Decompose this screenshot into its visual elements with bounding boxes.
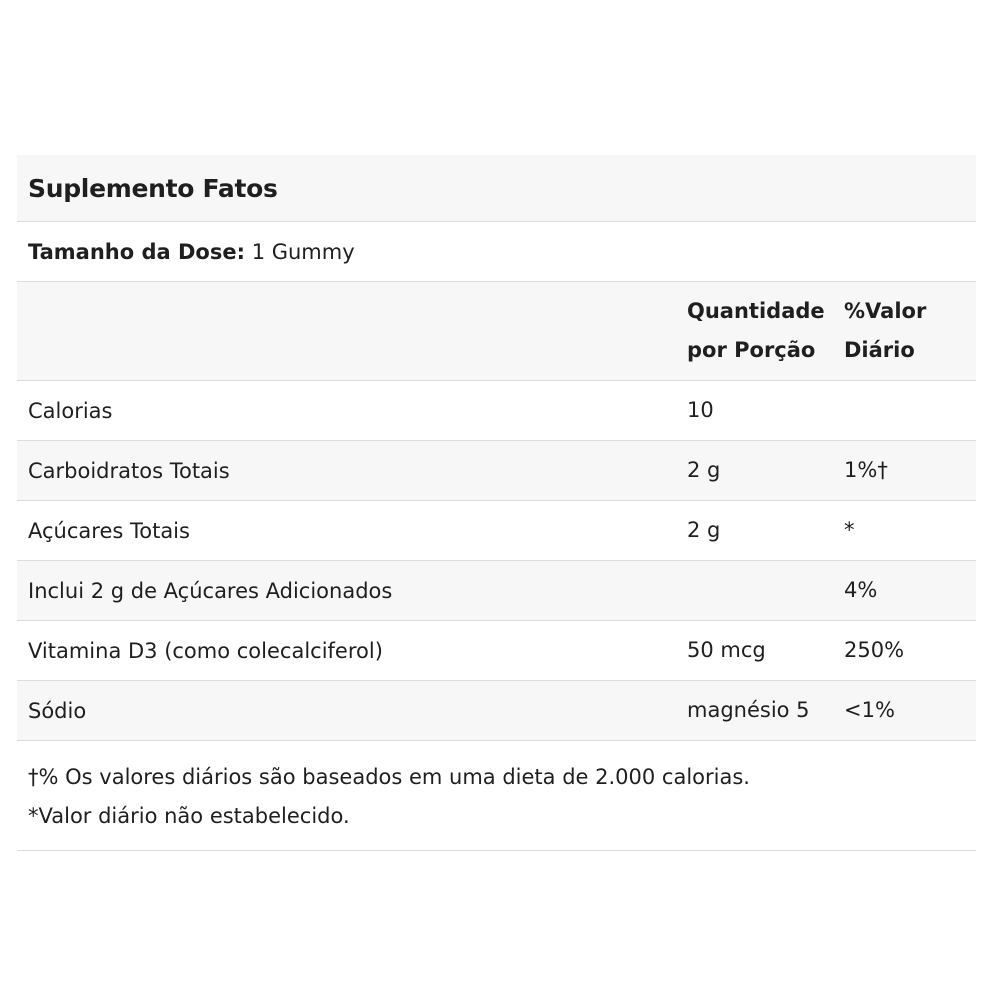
table-row	[17, 621, 976, 681]
nutrient-name: Sódio	[28, 698, 87, 723]
footnotes	[17, 741, 976, 851]
header-daily-value	[833, 292, 976, 370]
table-row	[17, 681, 976, 741]
header-amount-line1: Quantidade	[687, 299, 825, 323]
table-row	[17, 501, 976, 561]
serving-size-row	[17, 222, 976, 282]
nutrient-amount: 10	[687, 398, 714, 422]
nutrient-daily-value: <1%	[844, 698, 895, 722]
table-row	[17, 441, 976, 501]
nutrient-name: Inclui 2 g de Açúcares Adicionados	[28, 578, 393, 603]
nutrient-amount: magnésio 5	[687, 698, 810, 722]
table-row	[17, 561, 976, 621]
table-row	[17, 381, 976, 441]
table-header-row	[17, 282, 976, 381]
footnote-daily-values: †% Os valores diários são baseados em uma dieta de 2.000 calorias.	[28, 765, 750, 789]
supplement-facts-panel	[17, 155, 976, 851]
header-amount	[676, 292, 833, 370]
nutrient-amount: 2 g	[687, 518, 721, 542]
title-row	[17, 155, 976, 222]
serving-size-label: Tamanho da Dose:	[28, 239, 245, 264]
nutrient-daily-value: 250%	[844, 638, 905, 662]
nutrient-daily-value: 4%	[844, 578, 878, 602]
header-amount-line2: por Porção	[687, 338, 816, 362]
panel-title: Suplemento Fatos	[28, 173, 278, 203]
header-dv-line1: %Valor	[844, 299, 927, 323]
nutrient-name: Vitamina D3 (como colecalciferol)	[28, 638, 383, 663]
nutrient-amount: 2 g	[687, 458, 721, 482]
nutrient-daily-value: 1%†	[844, 458, 888, 482]
nutrient-name: Carboidratos Totais	[28, 458, 230, 483]
nutrient-daily-value: *	[844, 518, 855, 542]
header-dv-line2: Diário	[844, 338, 915, 362]
nutrient-name: Açúcares Totais	[28, 518, 190, 543]
footnote-not-established: *Valor diário não estabelecido.	[28, 804, 350, 828]
nutrient-amount: 50 mcg	[687, 638, 766, 662]
nutrient-name: Calorias	[28, 398, 113, 423]
serving-size-value: 1 Gummy	[251, 239, 355, 264]
